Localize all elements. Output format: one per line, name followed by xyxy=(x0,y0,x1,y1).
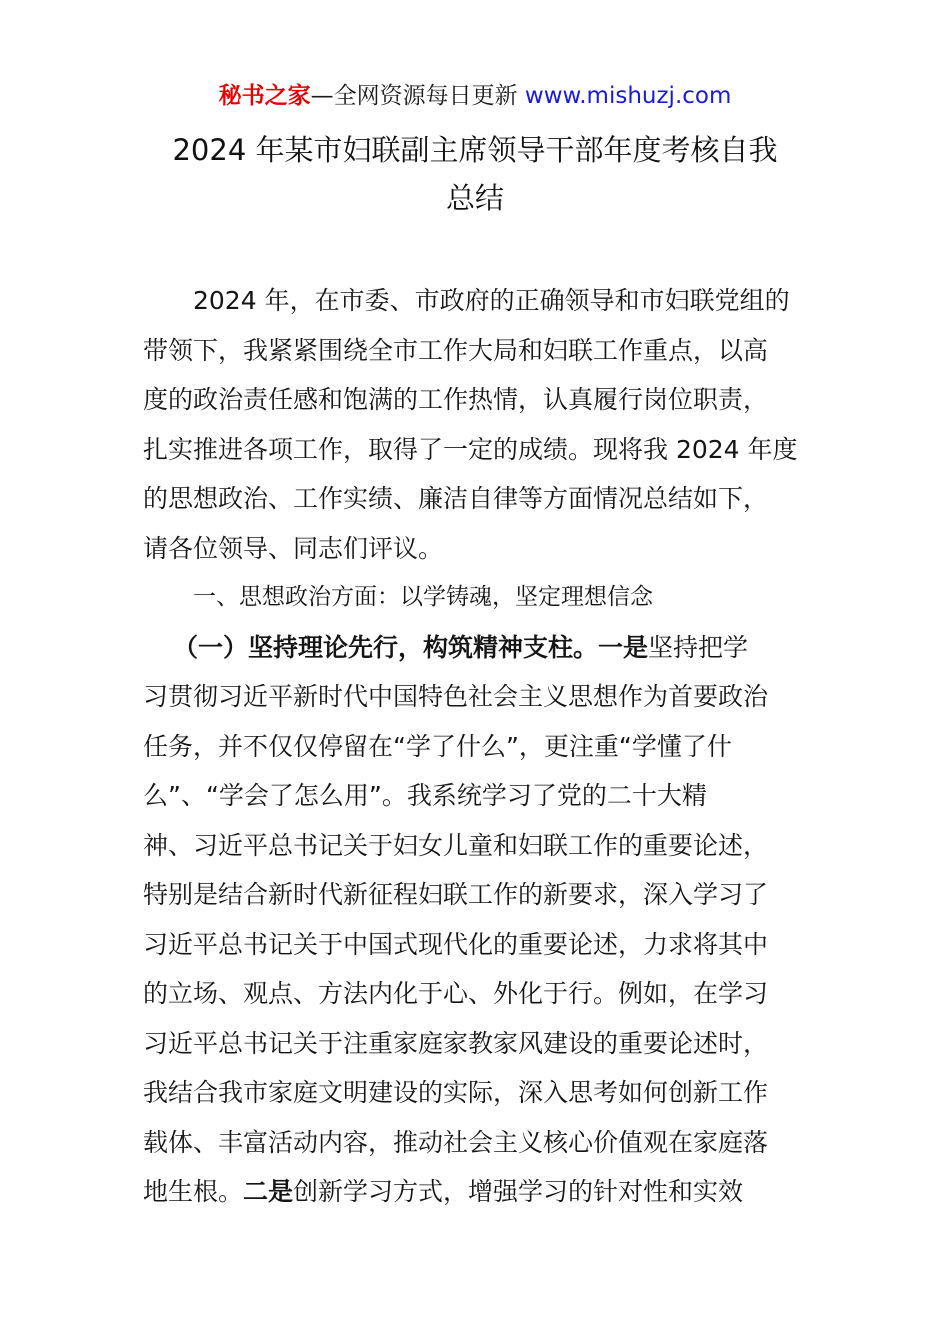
document-body xyxy=(143,276,813,1217)
body-text-segment: 地生根。 xyxy=(143,1177,244,1206)
body-line: 载体、丰富活动内容，推动社会主义核心价值观在家庭落 xyxy=(143,1127,769,1157)
brand-name: 秘书之家 xyxy=(218,83,311,109)
body-line: 的立场、观点、方法内化于心、外化于行。例如，在学习 xyxy=(143,979,769,1008)
point-label: 一是 xyxy=(598,632,649,662)
title-line-1: 2024 年某市妇联副主席领导干部年度考核自我 xyxy=(172,133,778,167)
title-line-2: 总结 xyxy=(445,181,504,215)
intro-line: 的思想政治、工作实绩、廉洁自律等方面情况总结如下， xyxy=(143,484,769,513)
body-line: 么”、“学会了怎么用”。我系统学习了党的二十大精 xyxy=(143,781,707,810)
section-heading: 一、思想政治方面：以学铸魂，坚定理想信念 xyxy=(193,584,653,610)
body-line: 习近平总书记关于注重家庭家教家风建设的重要论述时， xyxy=(143,1028,769,1058)
body-line: 我结合我市家庭文明建设的实际，深入思考如何创新工作 xyxy=(143,1078,769,1107)
body-line: 习近平总书记关于中国式现代化的重要论述，力求将其中 xyxy=(143,929,769,959)
site-url[interactable]: www.mishuzj.com xyxy=(524,83,732,109)
intro-line: 带领下，我紧紧围绕全市工作大局和妇联工作重点，以高 xyxy=(143,335,769,365)
subsection-heading: （一）坚持理论先行，构筑精神支柱。 xyxy=(173,632,599,662)
body-line: 习贯彻习近平新时代中国特色社会主义思想作为首要政治 xyxy=(143,682,769,711)
body-line: 特别是结合新时代新征程妇联工作的新要求，深入学习了 xyxy=(143,880,769,909)
body-last-line xyxy=(143,1167,813,1217)
site-banner xyxy=(0,80,950,112)
body-text-segment: 创新学习方式，增强学习的针对性和实效 xyxy=(293,1177,744,1206)
subsection-first-line xyxy=(143,623,813,673)
point-label: 二是 xyxy=(243,1177,294,1206)
body-line: 任务，并不仅仅停留在“学了什么”，更注重“学懂了什 xyxy=(143,731,732,761)
intro-line: 请各位领导、同志们评议。 xyxy=(143,533,444,563)
subsection-text: 坚持把学 xyxy=(648,632,749,662)
body-line: 神、习近平总书记关于妇女儿童和妇联工作的重要论述， xyxy=(143,830,769,860)
intro-line: 2024 年，在市委、市政府的正确领导和市妇联党组的 xyxy=(193,286,790,315)
banner-tagline: —全网资源每日更新 xyxy=(310,83,518,109)
intro-line: 扎实推进各项工作，取得了一定的成绩。现将我 2024 年度 xyxy=(143,434,798,464)
document-title xyxy=(120,126,830,222)
intro-line: 度的政治责任感和饱满的工作热情，认真履行岗位职责， xyxy=(143,385,769,414)
